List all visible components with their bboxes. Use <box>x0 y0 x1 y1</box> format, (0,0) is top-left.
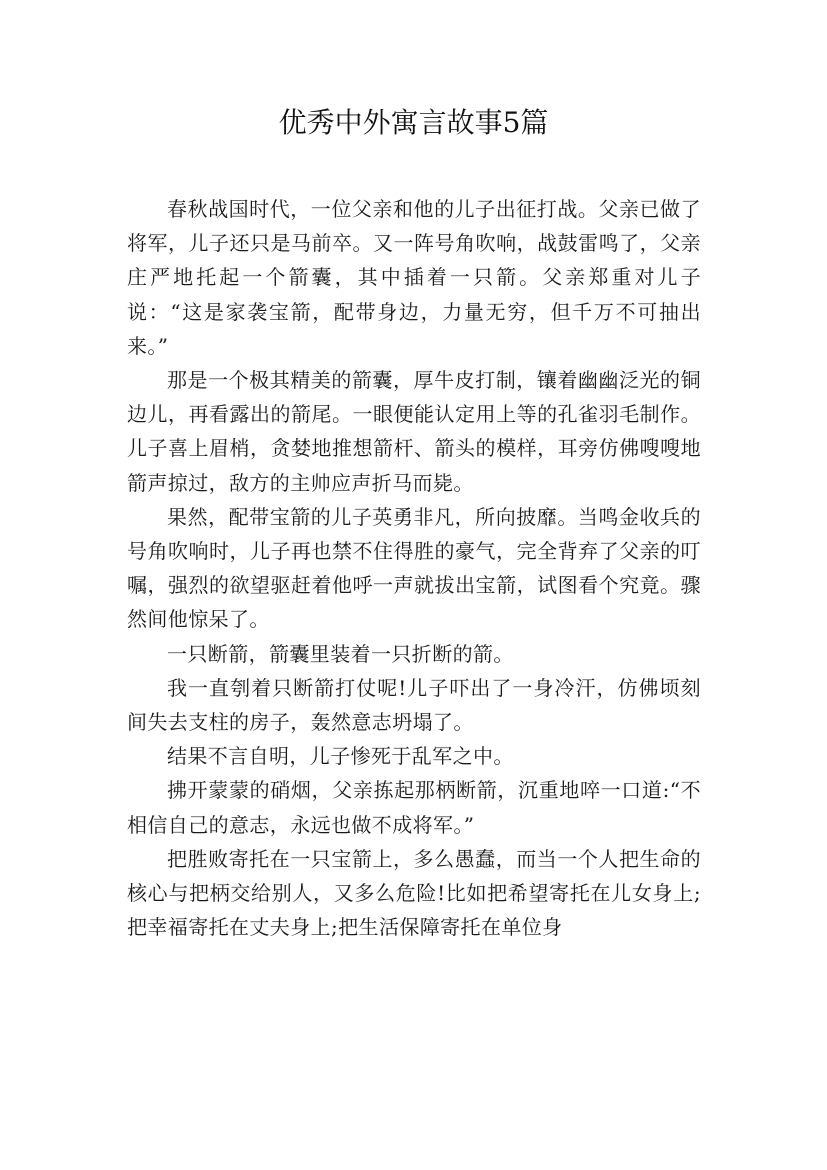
paragraph-7: 拂开蒙蒙的硝烟，父亲拣起那柄断箭，沉重地啐一口道:“不相信自己的意志，永远也做不成将军。” <box>127 778 701 837</box>
paragraph-1: 春秋战国时代，一位父亲和他的儿子出征打战。父亲已做了将军，儿子还只是马前卒。又一阵号角吹响，战鼓雷鸣了，父亲庄严地托起一个箭囊，其中插着一只箭。父亲郑重对儿子说：“这是家袭宝箭，配带身边，力量无穷，但千万不可抽出来。” <box>127 197 701 358</box>
paragraph-2: 那是一个极其精美的箭囊，厚牛皮打制，镶着幽幽泛光的铜边儿，再看露出的箭尾。一眼便能认定用上等的孔雀羽毛制作。儿子喜上眉梢，贪婪地推想箭杆、箭头的模样，耳旁仿佛嗖嗖地箭声掠过，敌方的主帅应声折马而毙。 <box>127 368 701 495</box>
paragraph-5: 我一直刳着只断箭打仗呢!儿子吓出了一身冷汗，仿佛顷刻间失去支柱的房子，轰然意志坍塌了。 <box>127 675 701 735</box>
paragraph-4: 一只断箭，箭囊里装着一只折断的箭。 <box>167 641 514 666</box>
paragraph-8: 把胜败寄托在一只宝箭上，多么愚蠢，而当一个人把生命的核心与把柄交给别人，又多么危险!比如把希望寄托在儿女身上;把幸福寄托在丈夫身上;把生活保障寄托在单位身 <box>127 846 701 940</box>
document-title: 优秀中外寓言故事5篇 <box>278 106 549 139</box>
document-body <box>127 192 701 944</box>
paragraph-6: 结果不言自明，儿子惨死于乱军之中。 <box>167 744 514 769</box>
paragraph-3: 果然，配带宝箭的儿子英勇非凡，所向披靡。当鸣金收兵的号角吹响时，儿子再也禁不住得胜的豪气，完全背弃了父亲的叮嘱，强烈的欲望驱赶着他呼一声就拔出宝箭，试图看个究竟。骤然间他惊呆了。 <box>127 504 701 632</box>
